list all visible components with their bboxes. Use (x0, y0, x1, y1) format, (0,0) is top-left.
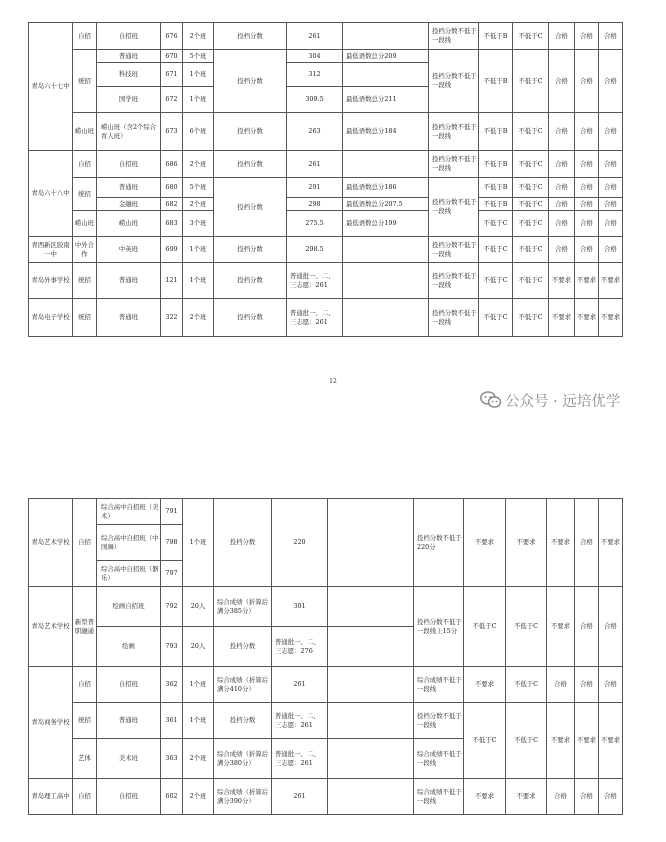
score-requirement: 综合成绩不低于一段线 (414, 739, 464, 779)
school-name: 青岛商务学校 (29, 667, 73, 779)
grade-req-2: 不低于C (513, 178, 549, 198)
score-type: 投档分数 (214, 299, 287, 337)
eval-3: 合格 (599, 151, 623, 178)
grade-req-1: 不低于C (479, 211, 513, 237)
score-type: 投档分数 (214, 499, 272, 587)
enroll-type: 统招 (73, 703, 97, 739)
eval-3: 不要求 (599, 299, 623, 337)
min-score: 220 (272, 499, 328, 587)
eval-1: 不要求 (549, 299, 575, 337)
eval-2: 不要求 (575, 263, 599, 299)
eval-2: 不要求 (575, 703, 599, 779)
class-count: 6个班 (183, 113, 214, 151)
score-requirement: 投档分数不低于一段线 (414, 703, 464, 739)
table-row (29, 703, 623, 739)
min-score: 275.5 (287, 211, 343, 237)
class-name: 综合高中自招班（美术） (97, 499, 161, 525)
table-row (29, 299, 623, 337)
eval-1: 不要求 (549, 263, 575, 299)
class-code: 676 (161, 23, 183, 50)
class-name: 自招班 (97, 151, 161, 178)
enroll-type: 艺体 (73, 739, 97, 779)
score-requirement: 投档分数不低于一段线 (429, 299, 479, 337)
score-type: 综合成绩（折算后满分380分） (214, 739, 272, 779)
class-count: 1个班 (183, 263, 214, 299)
score-type: 投档分数 (214, 23, 287, 50)
table-row (29, 113, 623, 151)
note-cell (343, 263, 429, 299)
grade-req-1: 不低于C (464, 587, 506, 667)
class-code: 797 (161, 561, 183, 587)
score-type: 投档分数 (214, 237, 287, 263)
class-code: 121 (161, 263, 183, 299)
class-name: 绘画自招班 (97, 587, 161, 627)
eval-3: 合格 (599, 113, 623, 151)
min-score: 261 (287, 151, 343, 178)
class-code: 673 (161, 113, 183, 151)
eval-1: 合格 (549, 237, 575, 263)
class-code: 671 (161, 63, 183, 87)
score-type: 综合成绩（折算后满分390分） (214, 779, 272, 815)
eval-3: 合格 (599, 50, 623, 113)
grade-req-2: 不低于C (513, 113, 549, 151)
class-code: 683 (161, 211, 183, 237)
eval-1: 不要求 (547, 703, 575, 779)
class-code: 798 (161, 525, 183, 561)
note-cell (328, 779, 414, 815)
enroll-type: 统招 (73, 178, 97, 211)
class-code: 791 (161, 499, 183, 525)
grade-req-1: 不低于C (479, 237, 513, 263)
score-requirement: 投档分数不低于220分 (414, 499, 464, 587)
grade-req-2: 不低于C (506, 667, 547, 703)
class-code: 322 (161, 299, 183, 337)
min-score: 普通批一、二、三志愿：261 (287, 299, 343, 337)
eval-3: 不要求 (599, 499, 623, 587)
school-name: 青岛六十七中 (29, 23, 73, 151)
table-row (29, 50, 623, 63)
class-code: 670 (161, 50, 183, 63)
score-type: 投档分数 (214, 703, 272, 739)
school-name: 青西新区胶南一中 (29, 237, 73, 263)
table-row (29, 151, 623, 178)
table-row (29, 263, 623, 299)
score-requirement: 投档分数不低于一段线 (429, 263, 479, 299)
min-score: 298.5 (287, 237, 343, 263)
eval-1: 不要求 (547, 587, 575, 667)
min-score: 301 (272, 587, 328, 627)
class-count: 1个班 (183, 63, 214, 87)
note-cell (343, 151, 429, 178)
score-requirement: 投档分数不低于一段线 (429, 113, 479, 151)
class-code: 363 (161, 739, 183, 779)
grade-req-2: 不低于C (513, 151, 549, 178)
eval-3: 合格 (599, 667, 623, 703)
min-score: 263 (287, 113, 343, 151)
enroll-type: 自招 (73, 151, 97, 178)
class-count: 3个班 (183, 211, 214, 237)
enroll-type: 新型普职融通 (73, 587, 97, 667)
class-code: 362 (161, 667, 183, 703)
note-cell (343, 237, 429, 263)
class-code: 672 (161, 87, 183, 113)
class-count: 20人 (183, 587, 214, 627)
grade-req-1: 不低于B (479, 50, 513, 113)
eval-2: 合格 (575, 237, 599, 263)
class-count: 2个班 (183, 23, 214, 50)
school-name: 青岛外事学校 (29, 263, 73, 299)
note-cell: 最低语数总分186 (343, 178, 429, 198)
score-type: 投档分数 (214, 178, 287, 237)
class-name: 自招班 (97, 779, 161, 815)
grade-req-2: 不低于C (506, 703, 547, 779)
eval-3: 合格 (599, 779, 623, 815)
grade-req-2: 不低于C (513, 50, 549, 113)
eval-1: 合格 (547, 667, 575, 703)
grade-req-2: 不低于C (513, 263, 549, 299)
watermark-text: 公众号 · 远培优学 (505, 394, 621, 410)
grade-req-1: 不低于B (479, 23, 513, 50)
class-count: 2个班 (183, 299, 214, 337)
class-count: 5个班 (183, 50, 214, 63)
grade-req-2: 不低于C (513, 198, 549, 211)
eval-1: 合格 (549, 178, 575, 198)
min-score: 291 (287, 178, 343, 198)
eval-1: 合格 (549, 198, 575, 211)
eval-2: 合格 (575, 499, 599, 587)
school-name: 青岛理工高中 (29, 779, 73, 815)
class-name: 中英班 (97, 237, 161, 263)
table-row (29, 198, 623, 211)
eval-2: 合格 (575, 178, 599, 198)
class-code: 686 (161, 151, 183, 178)
class-name: 普通班 (97, 263, 161, 299)
grade-req-1: 不低于B (479, 198, 513, 211)
admission-table-bottom (28, 498, 623, 815)
class-name: 普通班 (97, 299, 161, 337)
score-requirement: 投档分数不低于一段线 (429, 237, 479, 263)
class-code: 793 (161, 627, 183, 667)
class-count: 2个班 (183, 151, 214, 178)
table-row (29, 237, 623, 263)
grade-req-2: 不要求 (506, 779, 547, 815)
page-number: 12 (329, 378, 337, 385)
score-type: 综合成绩（折算后满分385分） (214, 587, 272, 627)
min-score: 普通批一、二、三志愿：261 (272, 739, 328, 779)
score-type: 投档分数 (214, 151, 287, 178)
class-count: 1个班 (183, 667, 214, 703)
eval-2: 合格 (575, 151, 599, 178)
grade-req-2: 不低于C (513, 211, 549, 237)
eval-3: 合格 (599, 587, 623, 667)
enroll-type: 自招 (73, 779, 97, 815)
wechat-icon (480, 391, 502, 409)
class-count: 2个班 (183, 779, 214, 815)
eval-2: 合格 (575, 587, 599, 667)
score-type: 投档分数 (214, 263, 287, 299)
class-name: 普通班 (97, 50, 161, 63)
note-cell: 最低语数总分199 (343, 211, 429, 237)
class-code: 699 (161, 237, 183, 263)
school-name: 青岛艺术学校 (29, 587, 73, 667)
eval-3: 合格 (599, 23, 623, 50)
eval-3: 合格 (599, 198, 623, 211)
note-cell (328, 587, 414, 627)
grade-req-2: 不低于C (513, 237, 549, 263)
class-count: 1个班 (183, 237, 214, 263)
eval-1: 合格 (547, 779, 575, 815)
class-count: 1个班 (183, 499, 214, 587)
eval-1: 合格 (549, 151, 575, 178)
grade-req-2: 不要求 (506, 499, 547, 587)
grade-req-2: 不低于C (513, 299, 549, 337)
school-name: 青岛六十八中 (29, 151, 73, 237)
table-row (29, 178, 623, 198)
eval-2: 合格 (575, 198, 599, 211)
grade-req-1: 不低于B (479, 113, 513, 151)
min-score: 261 (272, 779, 328, 815)
class-name: 综合高中自招班（中国舞） (97, 525, 161, 561)
score-requirement: 投档分数不低于一段线 (429, 178, 479, 237)
note-cell (328, 627, 414, 667)
min-score: 261 (287, 23, 343, 50)
note-cell (343, 63, 429, 87)
min-score: 304 (287, 50, 343, 63)
wechat-watermark (480, 389, 662, 413)
grade-req-1: 不低于C (479, 263, 513, 299)
eval-2: 合格 (575, 779, 599, 815)
class-name: 绘画 (97, 627, 161, 667)
class-count: 20人 (183, 627, 214, 667)
note-cell: 最低语数总分211 (343, 87, 429, 113)
score-type: 投档分数 (214, 627, 272, 667)
enroll-type: 自招 (73, 23, 97, 50)
table-row (29, 499, 623, 525)
note-cell (328, 499, 414, 587)
table-row (29, 23, 623, 50)
class-name: 科技班 (97, 63, 161, 87)
class-name: 国学班 (97, 87, 161, 113)
class-count: 2个班 (183, 198, 214, 211)
grade-req-2: 不低于C (513, 23, 549, 50)
admission-table-top (28, 22, 623, 337)
score-requirement: 投档分数不低于一段线 (429, 23, 479, 50)
score-type: 投档分数 (214, 113, 287, 151)
min-score: 298 (287, 198, 343, 211)
grade-req-1: 不低于C (479, 299, 513, 337)
class-name: 自招班 (97, 667, 161, 703)
enroll-type: 中外合作 (73, 237, 97, 263)
grade-req-1: 不要求 (464, 779, 506, 815)
class-name: 综合高中自招班（器乐） (97, 561, 161, 587)
score-type: 综合成绩（折算后满分410分） (214, 667, 272, 703)
eval-1: 合格 (549, 113, 575, 151)
table-row (29, 667, 623, 703)
eval-1: 不要求 (547, 499, 575, 587)
min-score: 309.5 (287, 87, 343, 113)
eval-3: 不要求 (599, 703, 623, 779)
enroll-type: 统招 (73, 263, 97, 299)
grade-req-1: 不要求 (464, 667, 506, 703)
eval-2: 合格 (575, 23, 599, 50)
note-cell (328, 667, 414, 703)
eval-2: 合格 (575, 113, 599, 151)
class-name: 普通班 (97, 703, 161, 739)
table-row (29, 779, 623, 815)
grade-req-1: 不低于C (464, 703, 506, 779)
eval-1: 合格 (549, 211, 575, 237)
grade-req-1: 不要求 (464, 499, 506, 587)
min-score: 普通批一、二、三志愿：261 (272, 703, 328, 739)
class-name: 自招班 (97, 23, 161, 50)
eval-3: 合格 (599, 211, 623, 237)
class-code: 792 (161, 587, 183, 627)
enroll-type: 崂山班 (73, 113, 97, 151)
grade-req-1: 不低于B (479, 151, 513, 178)
eval-2: 合格 (575, 667, 599, 703)
enroll-type: 自招 (73, 499, 97, 587)
class-code: 682 (161, 198, 183, 211)
min-score: 312 (287, 63, 343, 87)
score-requirement: 投档分数不低于一段线上15分 (414, 587, 464, 667)
note-cell: 最低语数总分209 (343, 50, 429, 63)
note-cell (343, 23, 429, 50)
school-name: 青岛电子学校 (29, 299, 73, 337)
eval-2: 合格 (575, 211, 599, 237)
eval-3: 合格 (599, 237, 623, 263)
eval-3: 合格 (599, 178, 623, 198)
score-requirement: 投档分数不低于一段线 (429, 50, 479, 113)
note-cell: 最低语数总分184 (343, 113, 429, 151)
min-score: 261 (272, 667, 328, 703)
note-cell (343, 299, 429, 337)
enroll-type: 统招 (73, 299, 97, 337)
class-count: 5个班 (183, 178, 214, 198)
table-row (29, 587, 623, 627)
class-count: 1个班 (183, 703, 214, 739)
score-requirement: 投档分数不低于一段线 (429, 151, 479, 178)
note-cell (328, 703, 414, 739)
score-requirement: 综合成绩不低于一段线 (414, 667, 464, 703)
score-type: 投档分数 (214, 50, 287, 113)
class-name: 崂山班 (97, 211, 161, 237)
class-code: 680 (161, 178, 183, 198)
min-score: 普通批一、二、三志愿：276 (272, 627, 328, 667)
min-score: 普通批一、二、三志愿：261 (287, 263, 343, 299)
enroll-type: 崂山班 (73, 211, 97, 237)
class-count: 2个班 (183, 739, 214, 779)
score-requirement: 综合成绩不低于一段线 (414, 779, 464, 815)
enroll-type: 自招 (73, 667, 97, 703)
note-cell (328, 739, 414, 779)
class-name: 崂山班（含2个综合育人班） (97, 113, 161, 151)
eval-1: 合格 (549, 50, 575, 113)
table-row (29, 211, 623, 237)
class-name: 美术班 (97, 739, 161, 779)
eval-3: 不要求 (599, 263, 623, 299)
school-name: 青岛艺术学校 (29, 499, 73, 587)
eval-2: 合格 (575, 50, 599, 113)
eval-2: 不要求 (575, 299, 599, 337)
class-count: 1个班 (183, 87, 214, 113)
note-cell: 最低语数总分207.5 (343, 198, 429, 211)
class-name: 普通班 (97, 178, 161, 198)
class-code: 602 (161, 779, 183, 815)
grade-req-2: 不低于C (506, 587, 547, 667)
class-code: 361 (161, 703, 183, 739)
class-name: 金融班 (97, 198, 161, 211)
eval-1: 合格 (549, 23, 575, 50)
grade-req-1: 不低于B (479, 178, 513, 198)
enroll-type: 统招 (73, 50, 97, 113)
